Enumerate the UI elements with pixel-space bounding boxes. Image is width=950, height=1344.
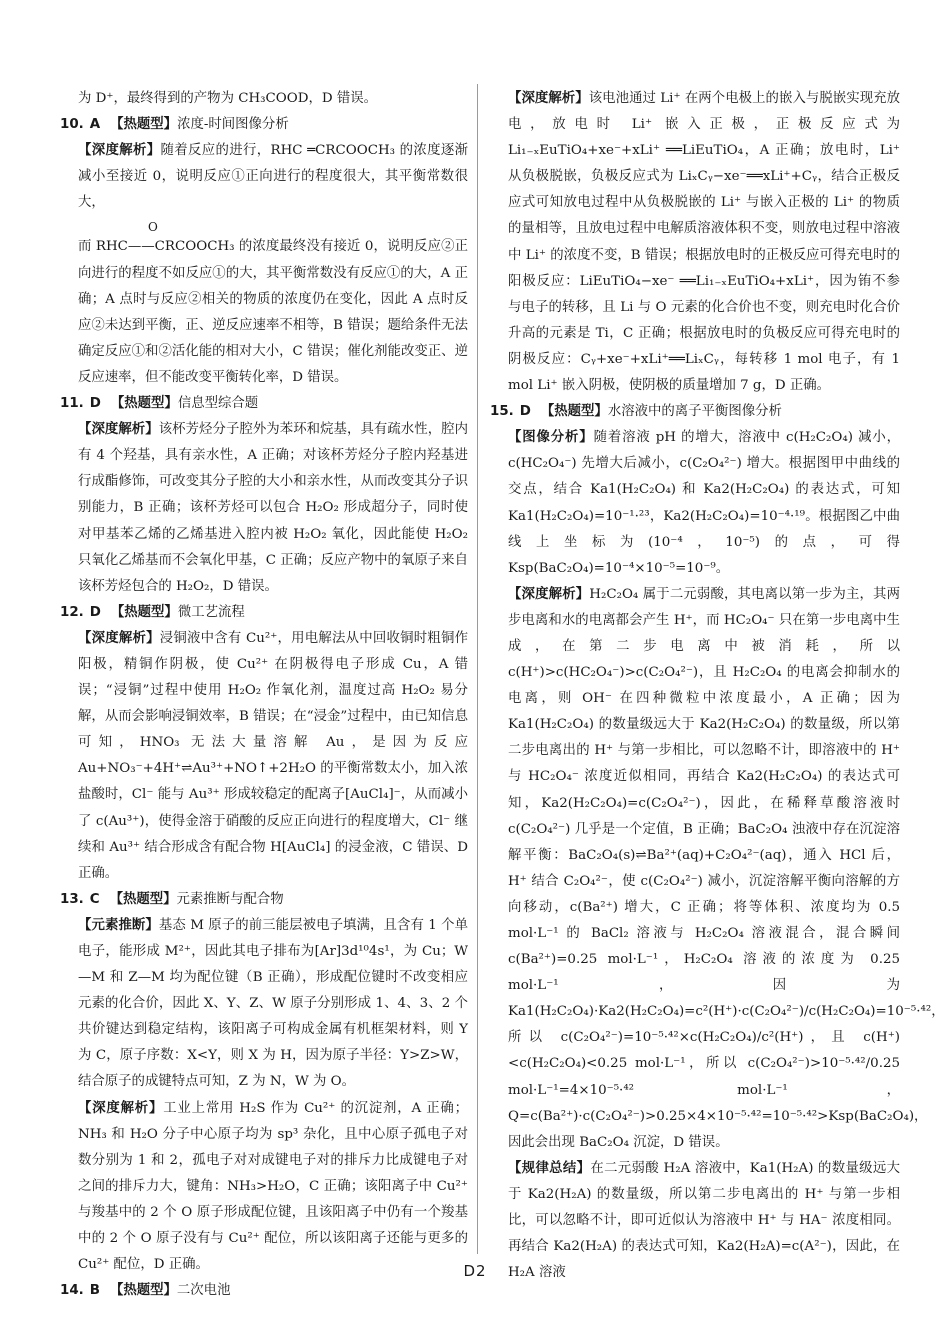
question-11-header <box>60 391 468 417</box>
question-15-graph-analysis <box>490 425 900 582</box>
answer-letter: A <box>89 117 101 133</box>
analysis-text: H₂C₂O₄ 属于二元弱酸，其电离以第一步为主，其两步电离和水的电离都会产生 H⁺，而 HC₂O₄⁻ 只在第一步电离中生成，在第二步电离中被消耗，所以 c(H⁺)>c(HC₂O₄⁻)>c(C₂O₄²⁻)，且 H₂C₂O₄ 的电离会抑制水的电离，则 OH⁻ 在四种微粒中浓度最小，A 正确；因为 Ka1(H₂C₂O₄) 的数量级远大于 Ka2(H₂C₂O₄) 的数量级，所以第二步电离出的 H⁺ 与第一步相比，可以忽略不计，即溶液中的 H⁺ 与 HC₂O₄⁻ 浓度近似相同，再结合 Ka2(H₂C₂O₄) 的表达式可知，Ka2(H₂C₂O₄)=c(C₂O₄²⁻)，因此，在稀释草酸溶液时 c(C₂O₄²⁻) 几乎是一个定值，B 正确；BaC₂O₄ 浊液中存在沉淀溶解平衡：BaC₂O₄(s)⇌Ba²⁺(aq)+C₂O₄²⁻(aq)，通入 HCl 后，H⁺ 结合 C₂O₄²⁻，使 c(C₂O₄²⁻) 减小，沉淀溶解平衡向溶解的方向移动，c(Ba²⁺) 增大，C 正确；将等体积、浓度均为 0.5 mol·L⁻¹ 的 BaCl₂ 溶液与 H₂C₂O₄ 溶液混合，混合瞬间 c(Ba²⁺)=0.25 mol·L⁻¹，H₂C₂O₄ 溶液的浓度为 0.25 mol·L⁻¹，因为 Ka1(H₂C₂O₄)·Ka2(H₂C₂O₄)=c²(H⁺)·c(C₂O₄²⁻)/c(H₂C₂O₄)=10⁻⁵·⁴²，所以 c(C₂O₄²⁻)=10⁻⁵·⁴²×c(H₂C₂O₄)/c²(H⁺)，且 c(H⁺)<c(H₂C₂O₄)<0.25 mol·L⁻¹，所以 c(C₂O₄²⁻)>10⁻⁵·⁴²/0.25 mol·L⁻¹=4×10⁻⁵·⁴² mol·L⁻¹，Q=c(Ba²⁺)·c(C₂O₄²⁻)>0.25×4×10⁻⁵·⁴²=10⁻⁵·⁴²>Ksp(BaC₂O₄)，因此会出现 BaC₂O₄ 沉淀，D 错误。 <box>508 586 945 1150</box>
section-tag: 【元素推断】 <box>78 917 159 933</box>
right-column <box>490 86 945 1286</box>
question-13-analysis <box>60 1096 468 1279</box>
answer-letter: D <box>89 604 101 620</box>
question-13-element-inference <box>60 913 468 1096</box>
question-number: 14. <box>60 1283 84 1299</box>
question-number: 12. <box>60 604 84 620</box>
hot-type-tag: 【热题型】 <box>110 604 178 620</box>
question-number: 10. <box>60 117 84 133</box>
question-14-header <box>60 1278 468 1304</box>
question-13-header <box>60 887 468 913</box>
question-12-header <box>60 600 468 626</box>
topic-label: 微工艺流程 <box>177 604 245 620</box>
question-number: 15. <box>490 404 514 420</box>
topic-label: 水溶液中的离子平衡图像分析 <box>607 404 782 420</box>
analysis-text: 基态 M 原子的前三能层被电子填满，且含有 1 个单电子，能形成 M²⁺，因此其电子排布为[Ar]3d¹⁰4s¹，为 Cu；W—M 和 Z—M 均为配位键（B 正确），形成配位键时不改变相应元素的化合价，因此 X、Y、Z、W 原子分别形成 1、4、3、2 个共价键达到稳定结构，该阳离子可构成金属有机框架材料，则 Y 为 C，原子序数：X<Y，则 X 为 H，因为原子半径：Y>Z>W，结合原子的成键特点可知，Z 为 N，W 为 O。 <box>78 917 469 1090</box>
hot-type-tag: 【热题型】 <box>540 404 608 420</box>
analysis-text: 随着溶液 pH 的增大，溶液中 c(H₂C₂O₄) 减小，c(HC₂O₄⁻) 先增大后减小，c(C₂O₄²⁻) 增大。根据图甲中曲线的交点，结合 Ka1(H₂C₂O₄) 和 Ka2(H₂C₂O₄) 的表达式，可知 Ka1(H₂C₂O₄)=10⁻¹·²³，Ka2(H₂C₂O₄)=10⁻⁴·¹⁹。根据图乙中曲线上坐标为(10⁻⁴，10⁻⁵)的点，可得 Ksp(BaC₂O₄)=10⁻⁴×10⁻⁵=10⁻⁹。 <box>508 430 901 576</box>
analysis-text: 该杯芳烃分子腔外为苯环和烷基，具有疏水性，腔内有 4 个羟基，具有亲水性，A 正确；对该杯芳烃分子腔内羟基进行成酯修饰，可改变其分子腔的大小和亲水性，从而改变其分子识别能力，B 正确；该杯芳烃可以包合 H₂O₂ 形成超分子，同时使对甲基苯乙烯的乙烯基进入腔内被 H₂O₂ 氧化，因此能使 H₂O₂ 只氧化乙烯基而不会氧化甲基，C 正确；反应产物中的氧原子来自该杯芳烃包合的 H₂O₂，D 错误。 <box>78 422 468 594</box>
question-15-analysis <box>490 582 945 1156</box>
question-11-analysis <box>60 417 468 600</box>
hot-type-tag: 【热题型】 <box>110 117 178 133</box>
question-10-analysis-cont: 而 RHC——CRCOOCH₃ 的浓度最终没有接近 0，说明反应②正向进行的程度不如反应①的大，其平衡常数没有反应①的大，A 正确；A 点时与反应②相关的物质的浓度仍在变化，因此 A 点时反应②未达到平衡，正、逆反应速率不相等，B 错误；题给条件无法确定反应①和②活化能的相对大小，C 错误；催化剂能改变正、逆反应速率，但不能改变平衡转化率，D 错误。 <box>78 239 468 385</box>
topic-label: 元素推断与配合物 <box>176 891 284 907</box>
hot-type-tag: 【热题型】 <box>109 1283 177 1299</box>
left-column <box>60 86 468 1304</box>
hot-type-tag: 【热题型】 <box>110 396 178 412</box>
question-14-analysis <box>490 86 900 399</box>
section-tag: 【深度解析】 <box>508 91 589 106</box>
section-tag: 【深度解析】 <box>78 630 160 646</box>
answer-letter: C <box>89 891 100 907</box>
analysis-text: 该电池通过 Li⁺ 在两个电极上的嵌入与脱嵌实现充放电，放电时 Li⁺ 嵌入正极，正极反应式为 Li₁₋ₓEuTiO₄+xe⁻+xLi⁺ ══LiEuTiO₄，A 正确；放电时，Li⁺ 从负极脱嵌，负极反应式为 LiₓCᵧ−xe⁻══xLi⁺+Cᵧ，结合正极反应式可知放电过程中从负极脱嵌的 Li⁺ 与嵌入正极的 Li⁺ 的物质的量相等，且放电过程中电解质溶液体积不变，则放电过程中溶液中 Li⁺ 的浓度不变，B 错误；根据放电时的正极反应可得充电时的阳极反应：LiEuTiO₄−xe⁻ ══Li₁₋ₓEuTiO₄+xLi⁺，因为铕不参与电子的转移，且 Li 与 O 元素的化合价也不变，则充电时化合价升高的元素是 Ti，C 正确；根据放电时的负极反应可得充电时的阴极反应：Cᵧ+xe⁻+xLi⁺══LiₓCᵧ，每转移 1 mol 电子，有 1 mol Li⁺ 嵌入阴极，使阴极的质量增加 7 g，D 正确。 <box>508 91 901 394</box>
analysis-text: 随着反应的进行，RHC ═CRCOOCH₃ 的浓度逐渐减小至接近 0，说明反应①正向进行的程度很大，其平衡常数很大， <box>78 143 468 211</box>
analysis-text: 在二元弱酸 H₂A 溶液中，Ka1(H₂A) 的数量级远大于 Ka2(H₂A) 的数量级，所以第二步电离出的 H⁺ 与第一步相比，可以忽略不计，即可近似认为溶液中 H⁺ 与 HA⁻ 浓度相同。再结合 Ka2(H₂A) 的表达式可知，Ka2(H₂A)=c(A²⁻)，因此，在 H₂A 溶液 <box>508 1160 901 1281</box>
answer-letter: B <box>89 1283 100 1299</box>
question-number: 11. <box>60 396 84 412</box>
question-10-analysis <box>60 138 468 216</box>
section-tag: 【深度解析】 <box>78 422 159 438</box>
question-number: 13. <box>60 891 84 907</box>
intro-text: 为 D⁺，最终得到的产物为 CH₃COOD，D 错误。 <box>78 91 378 106</box>
page-number: D2 <box>463 1262 487 1280</box>
question-12-analysis <box>60 626 468 887</box>
question-10-header <box>60 112 468 138</box>
topic-label: 浓度-时间图像分析 <box>177 117 289 133</box>
section-tag: 【深度解析】 <box>78 143 161 159</box>
section-tag: 【深度解析】 <box>78 1100 164 1116</box>
answer-letter: D <box>89 396 101 412</box>
topic-label: 二次电池 <box>176 1283 231 1299</box>
hot-type-tag: 【热题型】 <box>109 891 177 907</box>
analysis-text: 工业上常用 H₂S 作为 Cu²⁺ 的沉淀剂，A 正确；NH₃ 和 H₂O 分子中心原子均为 sp³ 杂化，且中心原子孤电子对数分别为 1 和 2，孤电子对对成键电子对的排斥力比成键电子对之间的排斥力大，键角：NH₃>H₂O，C 正确；该阳离子中 Cu²⁺ 与羧基中的 2 个 O 原子形成配位键，且该阳离子中仍有一个羧基中的 2 个 O 原子没有与 Cu²⁺ 配位，所以该阳离子还能与更多的 Cu²⁺ 配位，D 正确。 <box>78 1100 468 1273</box>
section-tag: 【规律总结】 <box>508 1160 591 1176</box>
section-tag: 【深度解析】 <box>508 586 590 602</box>
analysis-text: 浸铜液中含有 Cu²⁺，用电解法从中回收铜时粗铜作阳极，精铜作阴极，使 Cu²⁺ 在阴极得电子形成 Cu，A 错误；“浸铜”过程中使用 H₂O₂ 作氧化剂，温度过高 H₂O₂ 易分解，从而会影响浸铜效率，B 错误；在“浸金”过程中，由已知信息可知，HNO₃ 无法大量溶解 Au，是因为反应 Au+NO₃⁻+4H⁺⇌Au³⁺+NO↑+2H₂O 的平衡常数太小，加入浓盐酸时，Cl⁻ 能与 Au³⁺ 形成较稳定的配离子[AuCl₄]⁻，从而减小了 c(Au³⁺)，使得金溶于硝酸的反应正向进行的程度增大，Cl⁻ 继续和 Au³⁺ 结合形成含有配合物 H[AuCl₄] 的浸金液，C 错误、D 正确。 <box>78 630 469 881</box>
structure-o-label: O <box>148 220 158 235</box>
question-15-header <box>490 399 900 425</box>
topic-label: 信息型综合题 <box>177 396 259 412</box>
column-divider <box>477 84 478 1254</box>
section-tag: 【图像分析】 <box>508 430 594 446</box>
answer-letter: D <box>519 404 531 420</box>
